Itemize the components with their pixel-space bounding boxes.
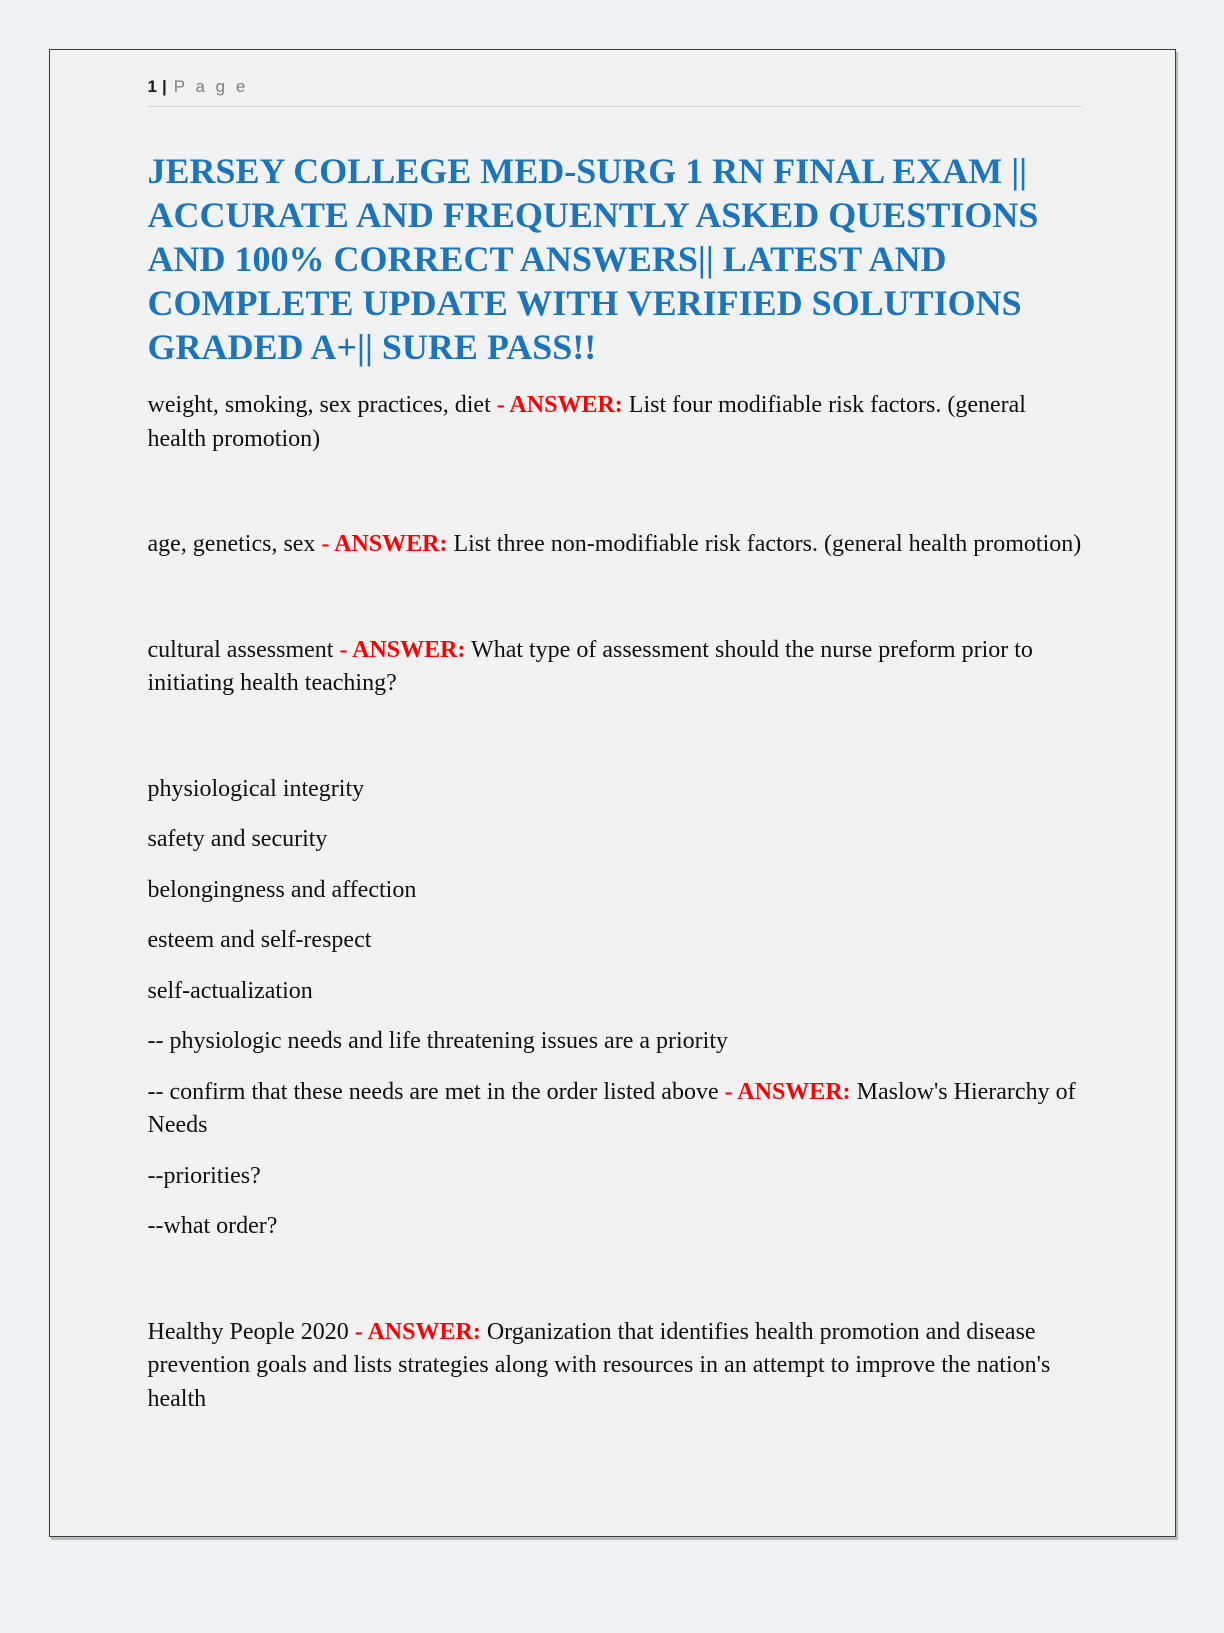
paragraph-text: esteem and self-respect <box>147 927 372 953</box>
title-line: AND 100% CORRECT ANSWERS|| LATEST AND <box>147 239 947 279</box>
answer-label: - ANSWER: <box>724 1078 851 1105</box>
answer-label: - ANSWER: <box>339 636 466 663</box>
page-header <box>148 76 1082 107</box>
paragraph-spacer <box>148 718 1082 773</box>
answer-text: Organization that identifies health promotion and disease prevention goals and lists strategies along with resources in an attempt to improve the nation's health <box>147 1318 1051 1412</box>
page-header-label: P a g e <box>173 77 249 96</box>
paragraph-text: --priorities? <box>147 1162 261 1189</box>
text-paragraph <box>148 823 1082 857</box>
qa-paragraph <box>148 1316 1082 1417</box>
question-text: weight, smoking, sex practices, diet <box>147 392 497 418</box>
paragraph-spacer <box>148 1261 1082 1316</box>
paragraph-text: self-actualization <box>147 977 313 1004</box>
answer-label: - ANSWER: <box>354 1318 481 1345</box>
text-paragraph <box>148 874 1082 908</box>
paragraph-spacer <box>148 473 1082 528</box>
paragraph-spacer <box>148 579 1082 634</box>
qa-paragraph <box>148 389 1082 456</box>
paragraph-text: belongingness and affection <box>147 876 417 903</box>
title-line: JERSEY COLLEGE MED-SURG 1 RN FINAL EXAM || <box>147 151 1028 191</box>
page-number: 1 <box>147 77 157 96</box>
qa-paragraph <box>148 528 1082 562</box>
text-paragraph <box>148 1160 1082 1194</box>
qa-paragraph <box>148 634 1082 701</box>
answer-label: - ANSWER: <box>321 531 448 557</box>
title-line: ACCURATE AND FREQUENTLY ASKED QUESTIONS <box>147 195 1039 235</box>
text-paragraph <box>148 1210 1082 1244</box>
paragraph-text: -- physiologic needs and life threatening issues are a priority <box>147 1028 728 1054</box>
title-line: GRADED A+|| SURE PASS!! <box>147 327 597 367</box>
title-line: COMPLETE UPDATE WITH VERIFIED SOLUTIONS <box>147 283 1022 323</box>
answer-text: What type of assessment should the nurse preform prior to initiating health teaching? <box>147 636 1033 696</box>
answer-text: List three non-modifiable risk factors. (general health promotion) <box>447 531 1082 557</box>
paragraph-text: physiological integrity <box>147 775 365 802</box>
answer-text: Maslow's Hierarchy of Needs <box>147 1078 1076 1138</box>
question-text: -- confirm that these needs are met in the order listed above <box>147 1078 725 1105</box>
question-text: cultural assessment <box>147 636 340 663</box>
question-text: Healthy People 2020 <box>147 1318 355 1345</box>
document-page <box>49 49 1176 1537</box>
text-paragraph <box>148 924 1082 958</box>
paragraph-text: safety and security <box>147 826 328 852</box>
document-body <box>148 389 1082 1416</box>
answer-label: - ANSWER: <box>496 392 623 418</box>
page-header-separator: | <box>161 77 167 96</box>
paragraph-text: --what order? <box>147 1213 278 1239</box>
qa-paragraph <box>148 1076 1082 1143</box>
text-paragraph <box>148 773 1082 807</box>
text-paragraph <box>148 1025 1082 1059</box>
answer-text: List four modifiable risk factors. (general health promotion) <box>147 392 1026 452</box>
text-paragraph <box>148 975 1082 1009</box>
question-text: age, genetics, sex <box>147 531 322 557</box>
document-title <box>148 149 1082 369</box>
